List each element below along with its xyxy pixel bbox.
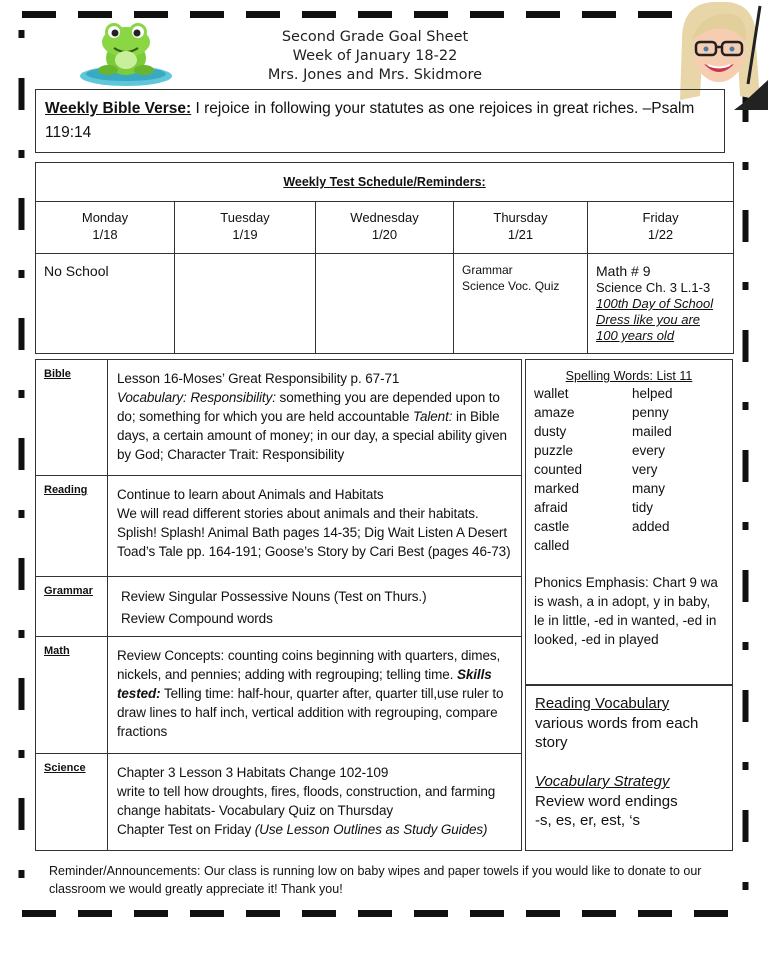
grammar-line: Review Singular Possessive Nouns (Test on Thurs.) [121,589,427,604]
science-line [117,820,513,839]
spelling-word: many [632,481,666,496]
reading-line: Continue to learn about Animals and Habitats [117,487,384,502]
spelling-word: marked [534,481,580,496]
subject-label-grammar: Grammar [36,577,108,637]
spelling-title: Spelling Words: List 11 [565,369,693,383]
spelling-word: castle [534,519,570,534]
day-date: 1/22 [647,227,674,242]
reading-content [108,476,522,577]
science-text: Chapter Test on Friday [117,822,255,837]
spelling-word: tidy [632,500,654,515]
day-date: 1/19 [232,227,258,242]
science-content [108,754,522,851]
grammar-content [108,577,522,637]
teachers-label: Mrs. Jones and Mrs. Skidmore [267,67,483,83]
spelling-word: dusty [534,424,567,439]
bible-verse-box [35,89,725,153]
spelling-word: very [632,462,658,477]
bible-vocabulary [117,388,513,464]
tuesday-notes [175,254,316,354]
verse-label: Weekly Bible Verse: [45,100,192,117]
wednesday-notes [316,254,454,354]
spelling-word: called [534,538,570,553]
day-name: Friday [642,210,679,225]
spelling-word: puzzle [534,443,574,458]
science-line: write to tell how droughts, fires, floods, construction, and farming change habitats- Vocabulary Quiz on Thursday [117,784,496,818]
subject-label-science: Science [36,754,108,851]
thursday-notes [454,254,588,354]
monday-note: No School [44,263,109,279]
spelling-word-list [534,384,724,555]
day-name: Thursday [493,210,548,225]
day-date: 1/20 [371,227,398,242]
talent-text: in Bible days, a certain amount of money; in our day, a special ability given by God; Character Trait: Responsibility [117,409,507,462]
spelling-word: afraid [534,500,568,515]
reminder-announcements: Reminder/Announcements: Our class is running low on baby wipes and paper towels if you would like to donate to our classroom we would greatly appreciate it! Thank you! [49,864,702,896]
schedule-title: Weekly Test Schedule/Reminders: [36,163,734,202]
subject-label-math: Math [36,637,108,754]
reading-line: We will read different stories about animals and their habitats. Splish! Splash! Animal Bath pages 14-35; Dig Wait Listen A Desert Toad’s Tale pp. 164-191; Goose’s Story by Cari Best (pages 46-73) [117,506,511,559]
vocab-label: Vocabulary: Responsibility: [117,390,276,405]
vocabulary-strategy-line: -s, es, er, est, ‘s [535,812,641,829]
friday-notes [588,254,734,354]
day-name: Tuesday [220,210,270,225]
day-name: Wednesday [350,210,419,225]
math-content [108,637,522,754]
vocab-text: something you are depended upon to do; something for which you are held accountable [117,390,500,424]
day-header-wednesday [316,202,454,254]
vocabulary-strategy-line: Review word endings [535,792,678,810]
skills-tested-label: Skills tested: [117,667,492,701]
week-label: Week of January 18-22 [292,48,458,64]
spelling-word: helped [632,386,673,401]
spelling-word: mailed [632,424,672,439]
science-italic: (Use Lesson Outlines as Study Guides) [254,822,488,837]
test-schedule-table [35,162,734,354]
subject-label-bible: Bible [36,360,108,476]
day-header-friday [588,202,734,254]
talent-label: Talent: [413,409,453,424]
vocabulary-strategy-title: Vocabulary Strategy [535,773,670,790]
spelling-word: every [632,443,666,458]
science-line: Chapter 3 Lesson 3 Habitats Change 102-109 [117,765,389,780]
monday-notes [36,254,175,354]
reading-vocabulary-text: various words from each story [535,714,699,751]
friday-note: Science Ch. 3 L.1-3 [596,280,711,295]
subject-label-reading: Reading [36,476,108,577]
day-name: Monday [81,210,129,225]
reading-vocabulary-box [525,685,733,851]
spelling-word: penny [632,405,669,420]
friday-note: Math # 9 [596,263,651,279]
friday-note: 100th Day of School [596,296,714,311]
thursday-note: Grammar [462,263,513,277]
dashed-border-right [742,30,749,908]
sheet-title: Second Grade Goal Sheet [281,29,469,45]
phonics-emphasis: Phonics Emphasis: Chart 9 wa is wash, a in adopt, y in baby, le in little, -ed in wanted, -ed in looked, -ed in played [534,575,718,647]
subjects-table [35,359,522,851]
dashed-border-top [18,11,748,18]
math-text: Review Concepts: counting coins beginning with quarters, dimes, nickels, and pennies; adding with regrouping; telling time. [117,648,501,682]
day-date: 1/21 [507,227,534,242]
spelling-word: amaze [534,405,575,420]
friday-note: 100 years old [596,328,675,343]
dashed-border-bottom [18,910,748,917]
thursday-note: Science Voc. Quiz [462,279,560,293]
spelling-word: wallet [534,386,569,401]
friday-note: Dress like you are [596,312,701,327]
day-date: 1/18 [92,227,118,242]
math-text: Telling time: half-hour, quarter after, quarter till,use ruler to draw lines to half inch, vertical addition with regrouping, compare fractions [117,686,504,739]
dashed-border-left [18,30,25,908]
spelling-word [628,536,728,555]
reading-vocabulary-title: Reading Vocabulary [535,695,670,712]
grammar-line: Review Compound words [121,611,273,626]
bible-content [108,360,522,476]
bible-lesson: Lesson 16-Moses’ Great Responsibility p. 67-71 [117,371,400,386]
spelling-word: counted [534,462,583,477]
day-header-thursday [454,202,588,254]
day-header-tuesday [175,202,316,254]
day-header-monday [36,202,175,254]
page-header [230,28,520,85]
spelling-word: added [632,519,670,534]
frog-icon [78,18,174,88]
spelling-words-box [525,359,733,685]
verse-text: I rejoice in following your statutes as one rejoices in great riches. –Psalm 119:14 [45,100,695,141]
